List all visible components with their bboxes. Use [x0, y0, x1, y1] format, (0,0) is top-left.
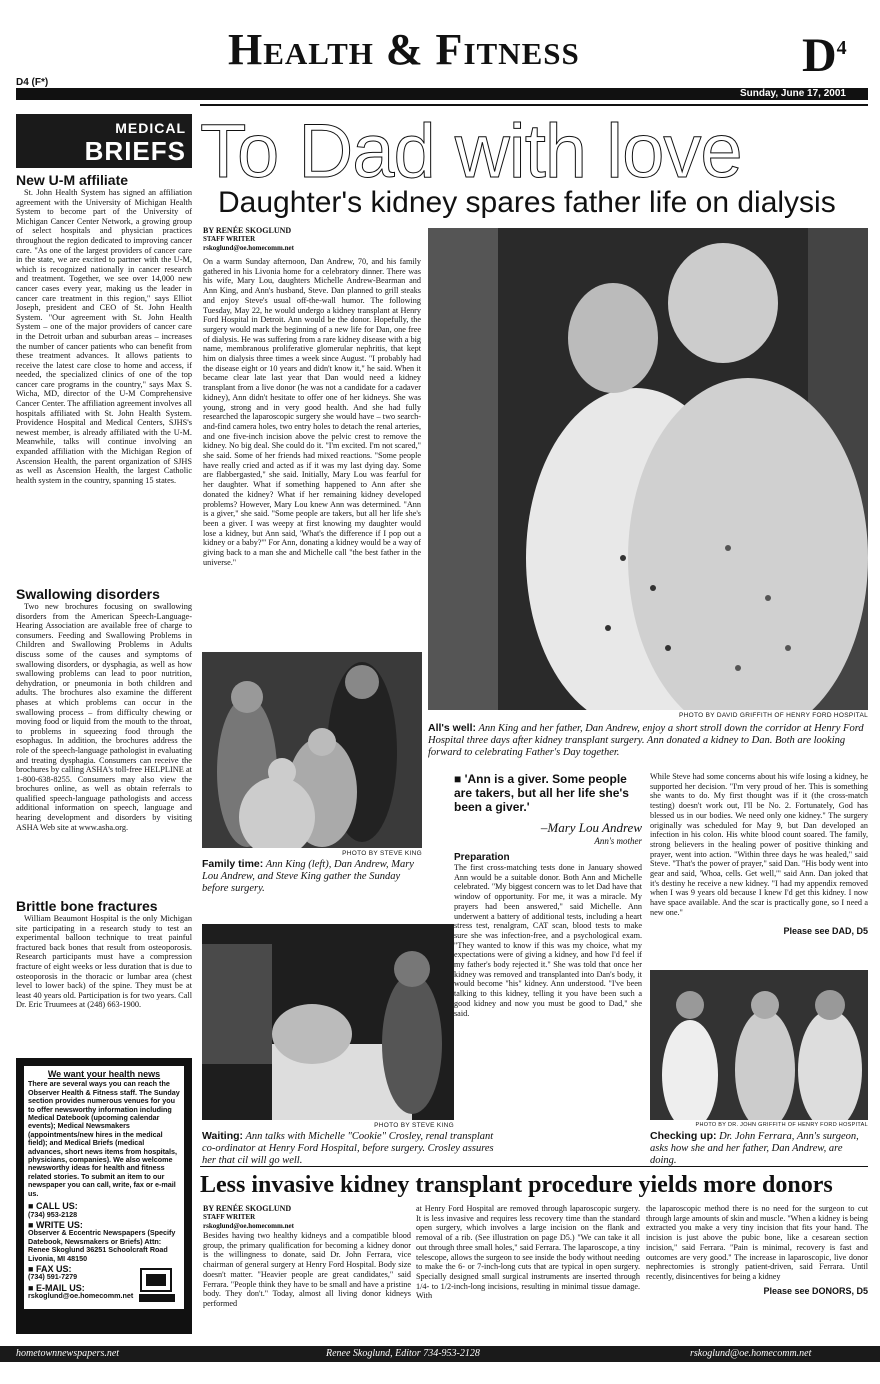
byline-name: BY RENÉE SKOGLUND: [203, 226, 292, 235]
main-story-col3: [650, 772, 868, 936]
main-subhead: Daughter's kidney spares father life on dialysis: [218, 186, 836, 219]
photo-checkup-image: [650, 970, 868, 1120]
brief-headline: Brittle bone fractures: [16, 898, 158, 914]
brief-3: [16, 898, 192, 1010]
photo-hallway-credit: PHOTO BY DAVID GRIFFITH OF HENRY FORD HOSPITAL: [679, 712, 868, 719]
headline-rule: [200, 104, 868, 106]
photo-waiting-credit: PHOTO BY STEVE KING: [374, 1122, 454, 1129]
brief-1: [16, 172, 192, 485]
wanted-title: We want your health news: [47, 1069, 161, 1079]
main-headline: To Dad with love: [200, 109, 742, 194]
photo-checkup: [650, 970, 868, 1120]
brief-text: St. John Health System has signed an affiliation agreement with the University of Michigan Health System to become part of the University of Michigan Cancer Center Network, a growing group of select hospitals and physician practices throughout the region dedicated to improving cancer care. "As one of the largest providers of cancer care in the state, we are excited to partner with the U-M, which is recognized nationally in cancer research and treatment. Together, we see over 14,000 new cancer cases every year, making us the leader in cancer care treatment in this region," says Elliot Joseph, president and CEO of St. John Health System. "Our agreement with St. John Health System – one of the major providers of cancer care in the Detroit urban and suburban areas – increases the number of cancer patients who can benefit from these treatment advances. It allows patients to receive the latest care close to home and access, if needed, the specialized clinics of one of the top cancer care programs in the country," says Max S. Wicha, MD, director of the U-M Comprehensive Cancer Center. The affiliation agreement involves all hospitals affiliated with St. John Health System. Providence Hospital and Medical Centers, SJHS's newest member, is already affiliated with the U-M. Meanwhile, talks will continue involving an expanded affiliation with the Michigan Region of Ascension Health, the parent organization of SJHS as well as Ascension Health, the largest Catholic health system in the country, spanning 15 states.: [16, 188, 192, 485]
story2-text: Besides having two healthy kidneys and a compatible blood group, the primary qualification for becoming a kidney donor is the willingness to donate, said Dr. John Ferrara, vice chairman of general surgery at Henry Ford Hospital. Body size doesn't matter. "Heavier people are great candidates," said Ferrara. "People think they have to be small and have a pristine body. They don't." Today, almost all living donor kidneys performed: [203, 1231, 411, 1308]
fax-label: ■ FAX US:: [28, 1263, 72, 1274]
write-address: Observer & Eccentric Newspapers (Specify Datebook, Newsmakers or Briefs) Attn: Renee Skoglund 36251 Schoolcraft Road Livonia, MI 48150: [28, 1228, 176, 1263]
wanted-text: There are several ways you can reach the Observer Health & Fitness staff. The Sunday section provides numerous venues for you to offer newsworthy information including Medical Datebook (upcoming calendar events); Medical Newsmakers (appointments/new hires in the medical field); and Medical Briefs (medical advances, short news items from hospitals, physicians, companies). We also welcome newsworthy ideas for health and fitness related stories. To submit an item to our newspaper you can call, write, fax or e-mail us.: [28, 1079, 180, 1198]
banner-briefs: BRIEFS: [84, 136, 186, 166]
photo-checkup-caption: Checking up: Dr. John Ferrara, Ann's surgeon, asks how she and her father, Dan Andrew, are doing.: [650, 1130, 859, 1166]
continued-dad: Please see DAD, D5: [783, 925, 868, 936]
quote-name: –Mary Lou Andrew: [540, 820, 642, 835]
computer-icon: [137, 1267, 177, 1305]
footer-website[interactable]: hometownnewspapers.net: [16, 1348, 120, 1359]
masthead: [0, 10, 880, 82]
health-news-box: [16, 1058, 192, 1334]
story2-col2: [416, 1204, 640, 1301]
photo-family-caption: Family time: Ann King (left), Dan Andrew, Mary Lou Andrew, and Steve King gather the Sunday before surgery.: [202, 858, 414, 894]
photo-family-image: [202, 652, 422, 848]
call-label: ■ CALL US:: [28, 1201, 78, 1212]
medical-briefs-banner: [16, 114, 192, 168]
brief-text: Two new brochures focusing on swallowing disorders from the American Speech-Language-Hearing Association are available free of charge to consumers. Feeding and Swallowing Problems in Children and Swallowing Problems in Adults discuss some of the causes and symptoms of swallowing disorders, or dysphagia, as well as how swallowing problems can lead to poor nutrition, dehydration, or pneumonia in both children and adults. The brochures also examine the different phases at which problems can occur in the swallowing process – from difficulty chewing or moving food or liquid from the mouth to the throat, to problems in squeezing food through the esophagus. In addition, the brochures address the role of the speech-language pathologist in evaluating and treating dysphagia. Consumers can receive the brochures by calling ASHA's toll-free HELPLINE at 1-800-638-8255. Consumers may also view the brochures online, as well as obtain referrals to qualified speech-language pathologists and access additional information on speech, language and hearing development and disorders by visiting ASHA Web site at www.asha.org.: [16, 602, 192, 832]
story-body: The first cross-matching tests done in January showed Ann would be a suitable donor. Both Ann and Michelle celebrated. "My biggest concern was to let Dad have that window of opportunity. For me, it was a miracle. My prayers had been answered," said Michelle. Ann underwent a battery of additional tests, including a heart stress test, renalgram, CAT scan, blood tests to make sure she was infection-free, and a psychological exam. "They wanted to know if this was my choice, what my expectations were of giving a kidney, and how I'd feel if my father's body rejected it." She was told that once her kidney was removed and transplanted into Dan's body, it would become "his" kidney. Ann understood. "I've been talking to this kidney, telling it you have been such a good kidney and now you must be good to Dad," she said.: [454, 863, 642, 1018]
issue-date: Sunday, June 17, 2001: [740, 88, 846, 99]
byline-email: rskoglund@oe.homecomm.net: [203, 244, 294, 252]
story2-byline-name: BY RENÉE SKOGLUND: [203, 1204, 292, 1213]
email-address: rskoglund@oe.homecomm.net: [28, 1291, 134, 1301]
photo-family-credit: PHOTO BY STEVE KING: [342, 850, 422, 857]
story-body: While Steve had some concerns about his wife losing a kidney, he supported her decision. "I'm very proud of her. This is something she wants to do. My first thought was if it (the cross-match testing) doesn't work out, I'll be No. 2. Fortunately, God has blessed us in our bodies. We need only one kidney." The surgery originally was scheduled for May 9, but Dan developed an infection in his colon. His white blood count soared. The family, strong believers in the healing power of positive thinking and prayer, went into action. "Within three days he was healed," said Steve. "That's the power of prayer," said Dan. "His body went into gear and said, 'Whoa, cells. Get well,'" said Ann. Dan joked that it's destiny he receive a new kidney. "I had my appendix removed when I was 9 years old because I knew I'd get this kidney. I now have space available. And the scar is practically gone, so I need a new one.": [650, 772, 868, 917]
main-story-col1: [203, 226, 421, 568]
quote-title: Ann's mother: [594, 836, 642, 846]
preparation-heading: Preparation: [454, 852, 510, 863]
brief-2: [16, 586, 192, 832]
story-body: On a warm Sunday afternoon, Dan Andrew, 70, and his family gathered in his Livonia home for a celebratory dinner. There was his wife, Mary Lou, daughters Michelle Andrew-Bearman and Ann King, and Ann's husband, Steve. Dan planned to grill steaks and enjoy Steve's usual off-the-wall humor. The following Tuesday, May 22, he would undergo a kidney transplant at Henry Ford Hospital in Detroit. Ann would be the donor. Hopefully, the surgery would mark the beginning of a new life for Dan, one free of dialysis. He was suffering from a rare kidney disease with a big name, membranous proliferative glomerular nephritis, that kept him on dialysis three times a week since August. "I probably had the disease eight or 10 years and didn't know it," he said. When it became clear late last year that Dan would need a kidney transplant from a live donor (he was not a candidate for a cadaver kidney), Ann didn't hesitate to offer one of her kidneys. She was young, strong and in very good health. And she had fully researched the laparoscopic surgery she would have – two search-and-find camera holes, two entry holes to detach the renal arteries, and one five-inch incision above the pelvic crest to remove the kidney. No big deal. She could do it. "I'm excited. I'm not scared," she said. Some of her friends had mixed reactions. "Some people have really cried and acted as if it was my last dying day. Some are flabbergasted," she said. Initially, Mary Lou was fearful for her daughter. What if something happened to Ann after she donated the kidney? What if her remaining kidney developed problems? However, Mary Lou knew Ann was determined. "Ann is a giver," she said. "Some people are takers, but all her life she's been a giver. I was weepy at first knowing my daughter would lose a kidney, but Ann said, 'What's the difference if I pop out a kidney or a baby?'" For Ann, donating a kidney would be a way of giving back to a man she and Michelle call "the best father in the universe.": [203, 257, 421, 567]
fax-number: (734) 591-7279: [28, 1272, 78, 1282]
brief-text: William Beaumont Hospital is the only Michigan site participating in a research study to test an experimental balloon technique to treat painful fractured back bones that result from osteoporosis. Research participants must have a compression fracture of eight weeks or less duration that is due to osteoporosis in the thoracic or lumbar area (chest level to lower back) of the spine. They must be at least 40 years old. Participation is for two years. Call Dr. Eric Truumees at (248) 663-1900.: [16, 914, 192, 1010]
footer-editor: Renee Skoglund, Editor 734-953-2128: [326, 1348, 480, 1359]
photo-checkup-credit: PHOTO BY DR. JOHN GRIFFITH OF HENRY FORD HOSPITAL: [695, 1122, 868, 1128]
quote-text: ■ 'Ann is a giver. Some people are takers, but all her life she's been a giver.': [454, 772, 629, 814]
main-story-col2: [454, 852, 642, 1018]
story2-col3: [646, 1204, 868, 1296]
story2-byline-email: rskoglund@oe.homecomm.net: [203, 1222, 294, 1230]
footer-bar: [0, 1346, 880, 1362]
banner-medical: MEDICAL: [115, 120, 186, 136]
photo-waiting-caption: Waiting: Ann talks with Michelle "Cookie" Crosley, renal transplant co-ordinator at Henry Ford Hospital, before surgery. Crosley assures her that cil will go well.: [202, 1130, 494, 1166]
page-number: $D^4$: [802, 29, 847, 82]
section-title: Health & Fitness: [228, 25, 580, 74]
folio: D4 (F*): [16, 77, 49, 88]
story2-byline-title: STAFF WRITER: [203, 1213, 256, 1221]
brief-headline: Swallowing disorders: [16, 586, 160, 602]
photo-family: [202, 652, 422, 848]
photo-hallway: [428, 228, 868, 710]
email-label: ■ E-MAIL US:: [28, 1282, 85, 1293]
footer-email[interactable]: rskoglund@oe.homecomm.net: [690, 1348, 812, 1359]
photo-waiting: [202, 924, 454, 1120]
write-label: ■ WRITE US:: [28, 1219, 83, 1230]
continued-donors: Please see DONORS, D5: [763, 1285, 868, 1296]
story2-rule: [200, 1166, 868, 1167]
photo-hallway-image: [428, 228, 868, 710]
story2-col1: [203, 1204, 411, 1309]
byline-title: STAFF WRITER: [203, 235, 256, 243]
photo-hallway-caption: All's well: Ann King and her father, Dan Andrew, enjoy a short stroll down the corridor at Henry Ford Hospital three days after kidney transplant surgery. Ann donated a kidney to Dan. Both are looking forward to celebrating Father's Day together.: [428, 722, 864, 758]
photo-waiting-image: [202, 924, 454, 1120]
brief-headline: New U-M affiliate: [16, 172, 129, 188]
story2-text: the laparoscopic method there is no need for the surgeon to cut through large amounts of skin and muscle. "When a kidney is being extracted you make a very tiny incision that fits your hand. The incision is just above the pubic bone, like a cesarean section incision," said Ferrara. "Pain is minimal, recovery is fast and outcomes are very good." The increase in laparoscopic, live donor nephrectomies is strongly patient-driven, said Ferrara. Until recently, disincentives for being a kidney: [646, 1204, 868, 1281]
call-number: (734) 953-2128: [28, 1209, 78, 1219]
pull-quote: [454, 772, 642, 846]
story2-headline: Less invasive kidney transplant procedure yields more donors: [200, 1172, 833, 1198]
story2-text: at Henry Ford Hospital are removed through laparoscopic surgery. It is less invasive and requires less recovery time than the standard open surgery, which involves a large incision on the flank and removal of a rib. (See illustration on page D5.) "We can take it all out through three small holes," said Ferrara. The laparoscope, a tiny telescope, allows the surgeon to see inside the body without needing to make the 6- or 7-inch-long cuts that are typical in open surgery. Specially designed small surgical instruments are inserted through 1/4- to 1/2-inch-long incisions, resulting in minimal tissue damage. With: [416, 1204, 640, 1301]
